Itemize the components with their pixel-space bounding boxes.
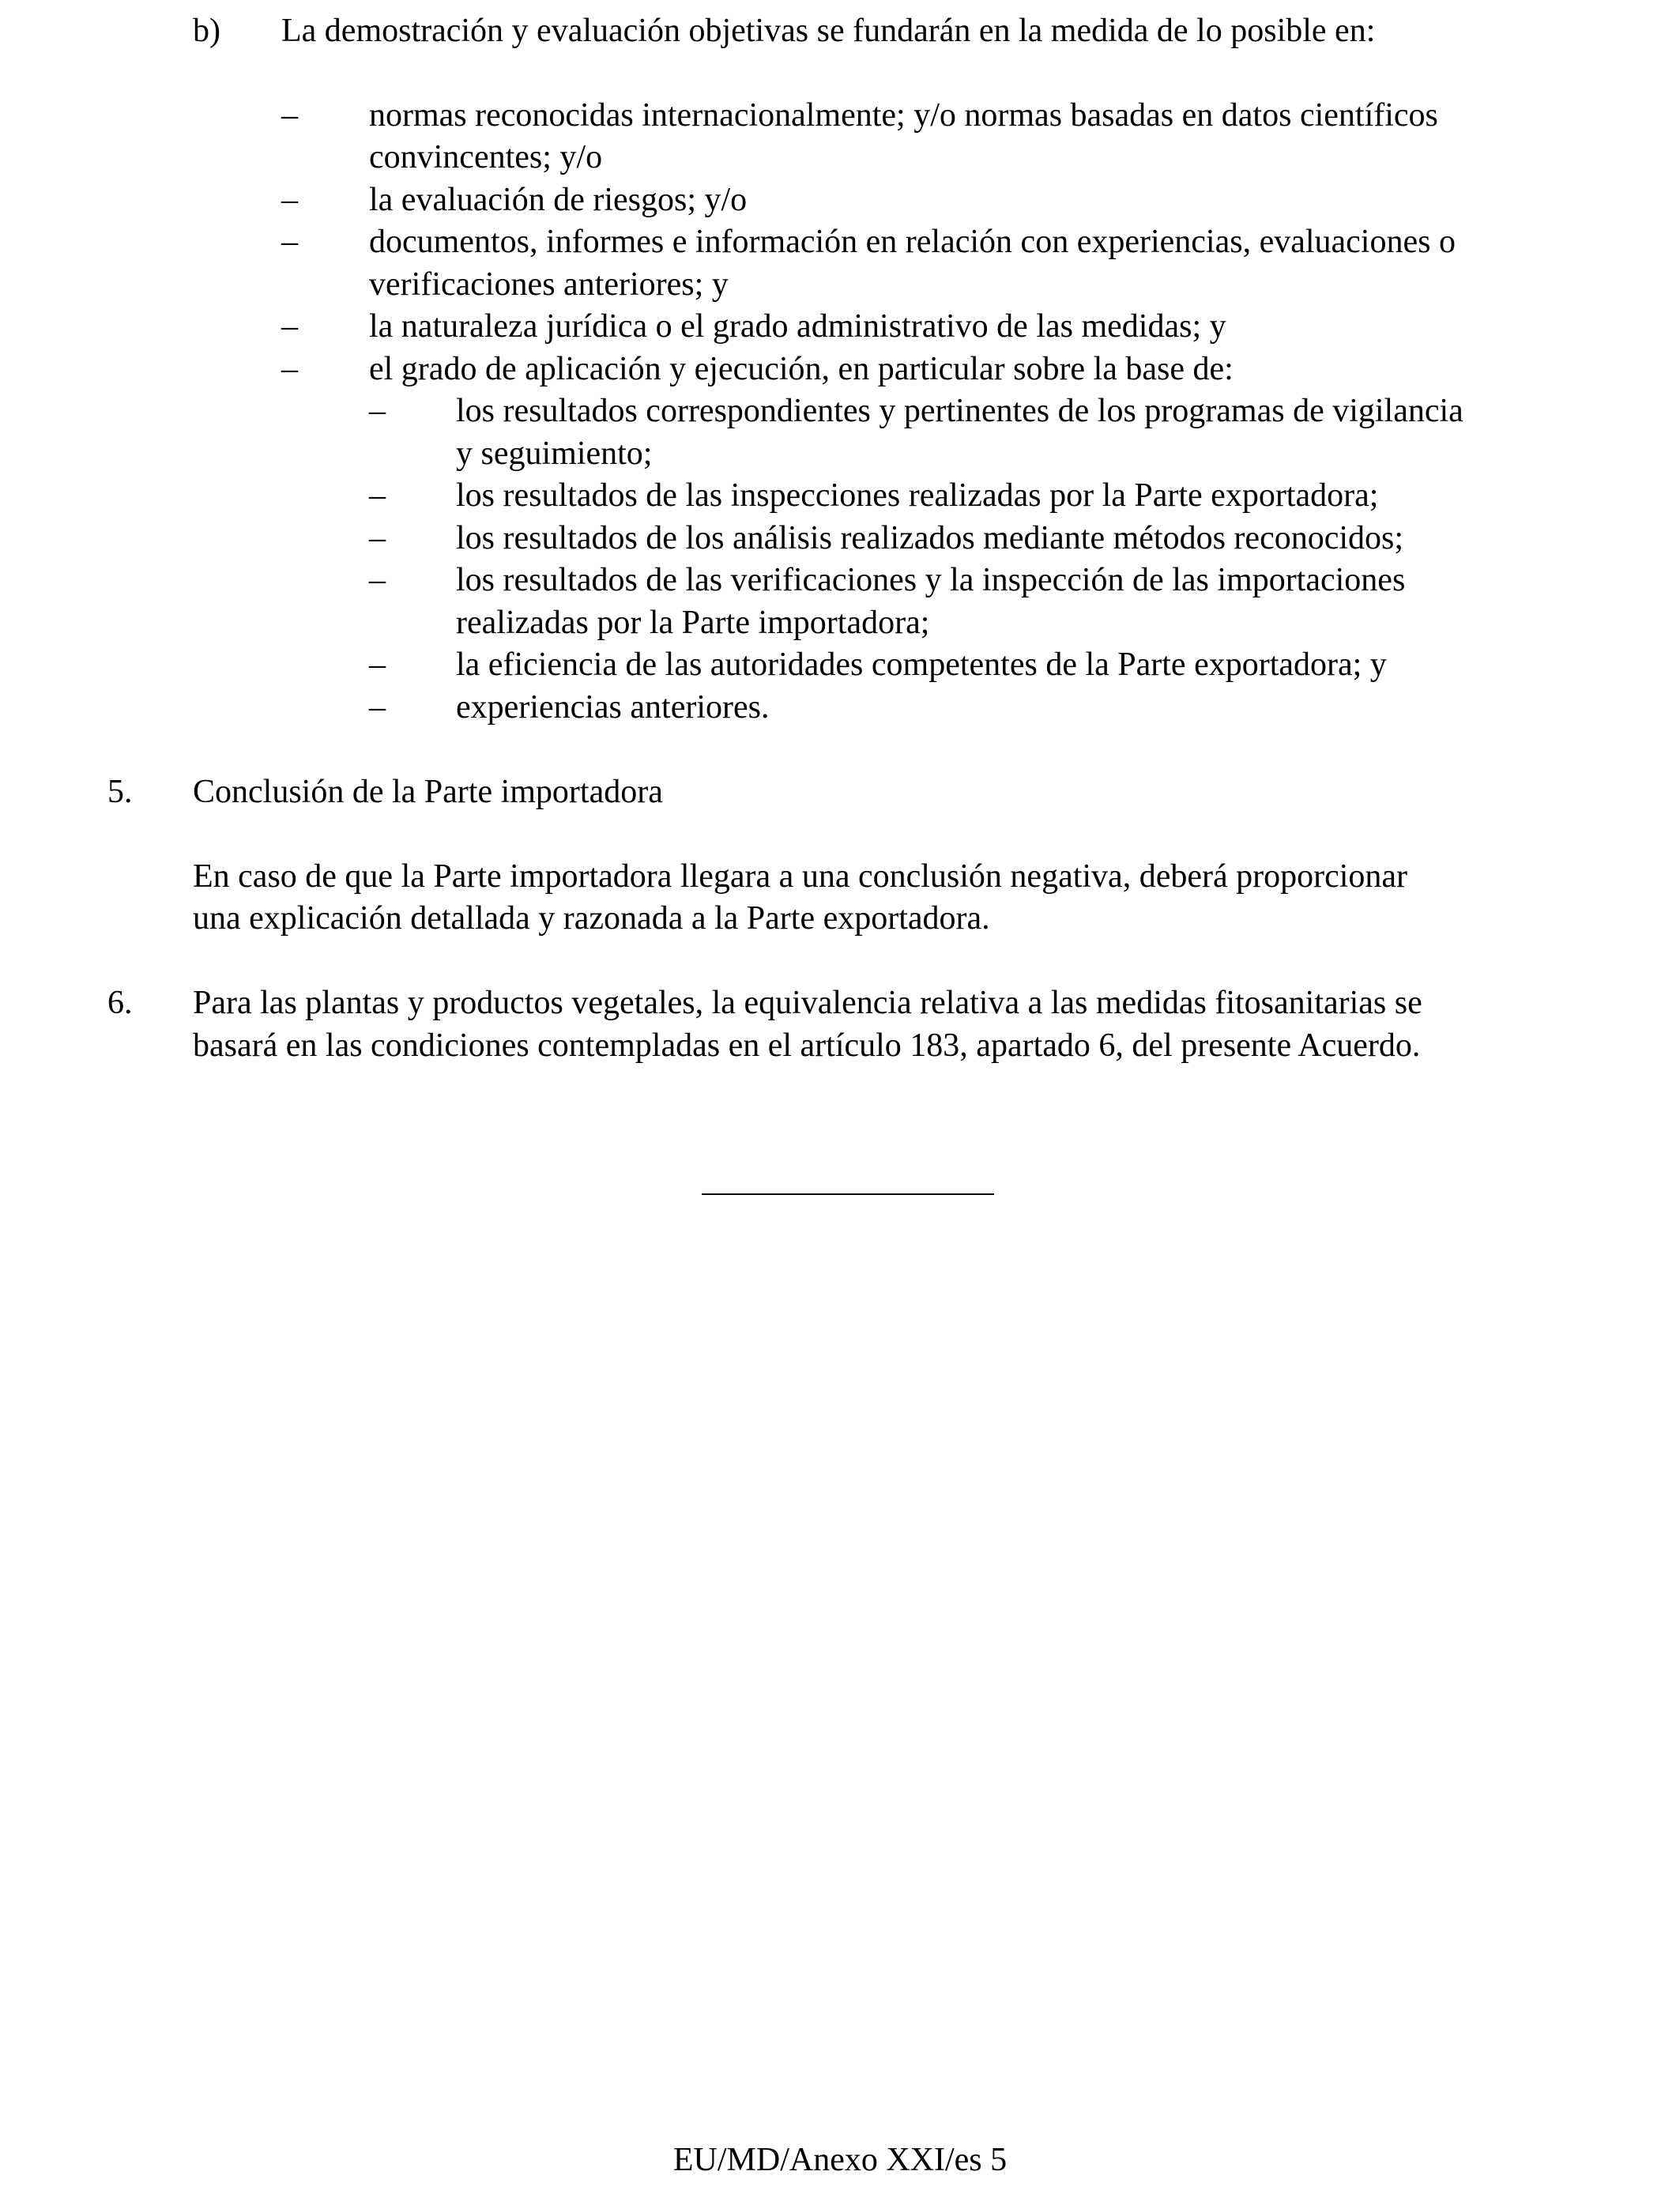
list-item-line: y seguimiento; — [456, 435, 653, 472]
list-dash: – — [369, 562, 386, 598]
list-dash: – — [369, 689, 386, 726]
list-item-line: experiencias anteriores. — [456, 689, 770, 726]
list-dash: – — [281, 97, 298, 134]
section-5-paragraph-line: una explicación detallada y razonada a la Parte exportadora. — [193, 900, 990, 937]
list-item-line: la naturaleza jurídica o el grado administrativo de las medidas; y — [369, 308, 1226, 345]
list-item-line: convincentes; y/o — [369, 139, 603, 175]
list-item-line: verificaciones anteriores; y — [369, 266, 729, 303]
list-item-line: la eficiencia de las autoridades competentes de la Parte exportadora; y — [456, 647, 1387, 683]
section-5-paragraph-line: En caso de que la Parte importadora llegara a una conclusión negativa, deberá proporcionar — [193, 858, 1408, 895]
list-item-line: normas reconocidas internacionalmente; y/o normas basadas en datos científicos — [369, 97, 1438, 134]
list-dash: – — [281, 182, 298, 218]
list-item-line: la evaluación de riesgos; y/o — [369, 182, 748, 218]
section-b-intro: La demostración y evaluación objetivas se fundarán en la medida de lo posible en: — [281, 13, 1376, 49]
list-item-line: documentos, informes e información en relación con experiencias, evaluaciones o — [369, 224, 1456, 260]
end-separator-rule — [702, 1193, 994, 1195]
list-item-line: los resultados correspondientes y pertinentes de los programas de vigilancia — [456, 393, 1463, 429]
list-dash: – — [369, 477, 386, 514]
list-dash: – — [281, 308, 298, 345]
list-item-line: realizadas por la Parte importadora; — [456, 605, 930, 641]
list-item-line: los resultados de las verificaciones y la inspección de las importaciones — [456, 562, 1406, 598]
list-dash: – — [281, 224, 298, 260]
list-item-line: los resultados de las inspecciones realizadas por la Parte exportadora; — [456, 477, 1379, 514]
page-footer-reference: EU/MD/Anexo XXI/es 5 — [672, 2142, 1008, 2178]
list-dash: – — [281, 351, 298, 387]
list-dash: – — [369, 393, 386, 429]
section-6-paragraph-line: Para las plantas y productos vegetales, la equivalencia relativa a las medidas fitosanitarias se — [193, 985, 1422, 1021]
section-6-paragraph-line: basará en las condiciones contempladas en el artículo 183, apartado 6, del presente Acuerdo. — [193, 1027, 1421, 1064]
list-dash: – — [369, 520, 386, 556]
section-5-heading: Conclusión de la Parte importadora — [193, 774, 663, 810]
section-b-marker: b) — [193, 13, 220, 49]
list-item-line: los resultados de los análisis realizados mediante métodos reconocidos; — [456, 520, 1404, 556]
list-item-line: el grado de aplicación y ejecución, en particular sobre la base de: — [369, 351, 1234, 387]
section-5-number: 5. — [107, 774, 133, 810]
section-6-number: 6. — [107, 985, 133, 1021]
list-dash: – — [369, 647, 386, 683]
